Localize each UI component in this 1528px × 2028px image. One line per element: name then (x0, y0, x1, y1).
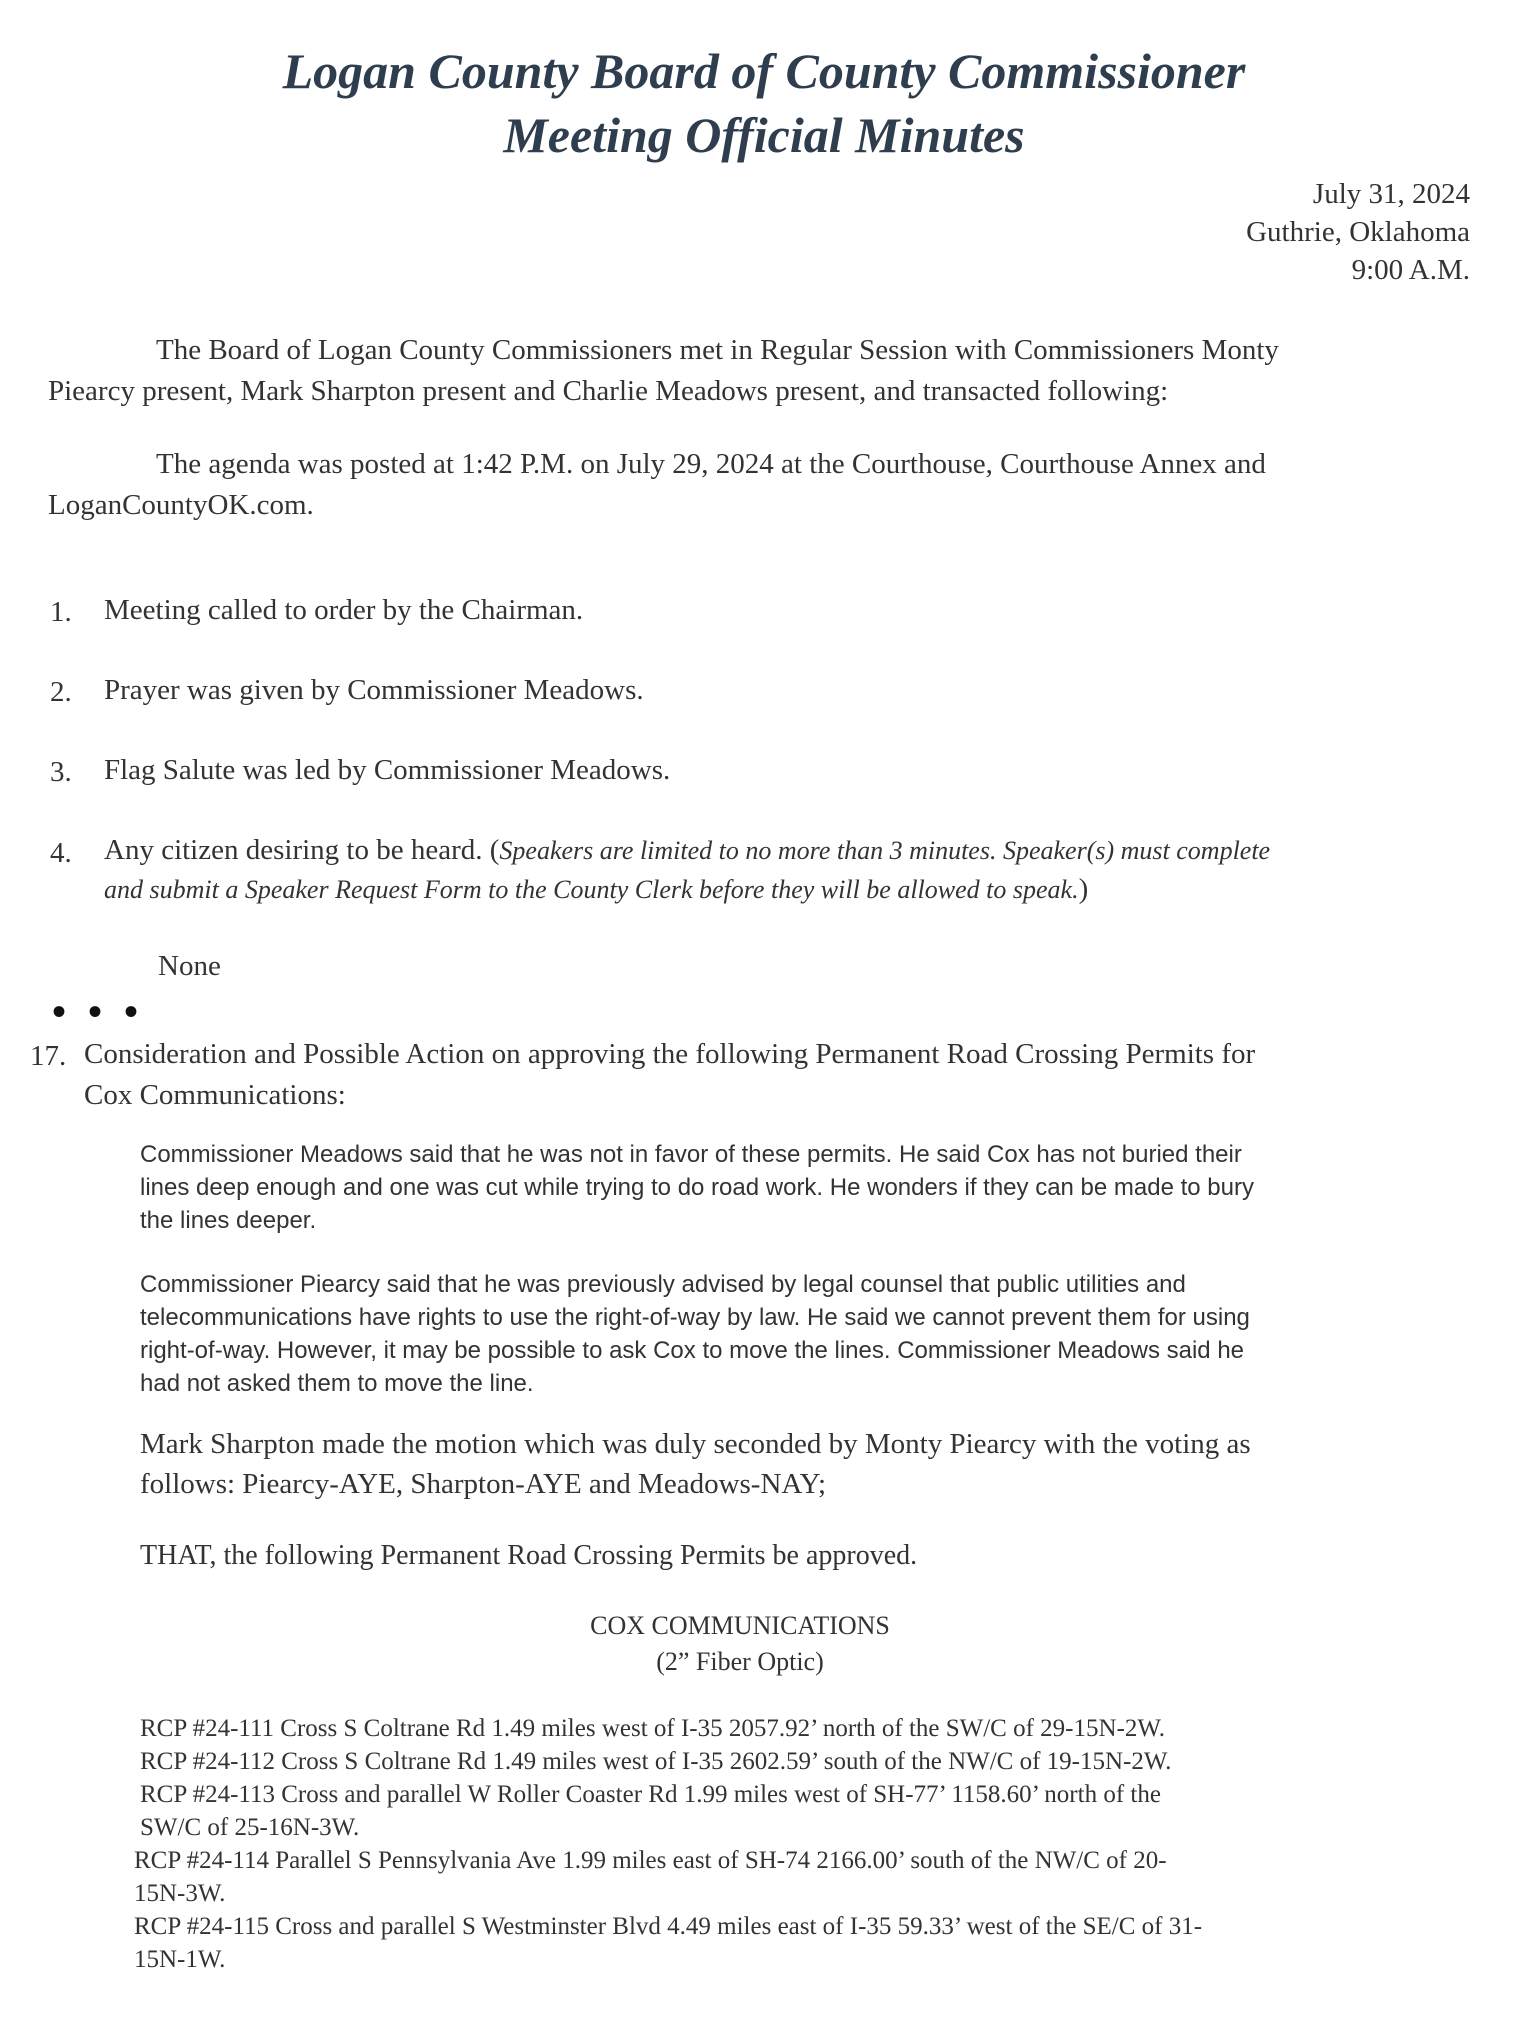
company-name: COX COMMUNICATIONS (590, 1611, 890, 1640)
agenda-line-1: The agenda was posted at 1:42 P.M. on July 29, 2024 at the Courthouse, Courthouse Annex and (156, 448, 1266, 480)
permit-line: RCP #24-111 Cross S Coltrane Rd 1.49 miles west of I-35 2057.92’ north of the SW/C of 29-15N-2W. (140, 1715, 1165, 1742)
piearcy-line-3: right-of-way. However, it may be possible to ask Cox to move the lines. Commissioner Meadows said he (140, 1337, 1245, 1364)
permit-line: RCP #24-113 Cross and parallel W Roller Coaster Rd 1.99 miles west of SH-77’ 1158.60’ north of the (140, 1781, 1161, 1808)
resolution-text: THAT, the following Permanent Road Crossing Permits be approved. (140, 1540, 918, 1571)
motion-line-2: follows: Piearcy-AYE, Sharpton-AYE and Meadows-NAY; (140, 1468, 827, 1500)
meadows-line-3: the lines deeper. (140, 1207, 317, 1234)
motion-paragraph (140, 1424, 1251, 1504)
meadows-line-2: lines deep enough and one was cut while trying to do road work. He wonders if they can be made to bury (140, 1174, 1254, 1201)
piearcy-line-4: had not asked them to move the line. (140, 1370, 534, 1397)
item-4-number: 4. (50, 837, 72, 869)
agenda-paragraph (48, 444, 1266, 526)
meeting-date: July 31, 2024 (1312, 178, 1470, 210)
item-2-number: 2. (50, 676, 72, 708)
permit-line: RCP #24-115 Cross and parallel S Westminster Blvd 4.49 miles east of I-35 59.33’ west of the SE/C of 31- (134, 1913, 1203, 1940)
item-2-text: Prayer was given by Commissioner Meadows. (104, 674, 644, 706)
meadows-discussion (140, 1138, 1254, 1237)
permit-line: 15N-3W. (134, 1880, 226, 1907)
item-1-text: Meeting called to order by the Chairman. (104, 594, 584, 626)
item-3-text: Flag Salute was led by Commissioner Meadows. (104, 754, 671, 786)
company-subtitle: (2” Fiber Optic) (656, 1647, 824, 1676)
piearcy-line-1: Commissioner Piearcy said that he was previously advised by legal counsel that public utilities and (140, 1271, 1186, 1298)
item-4-text (104, 831, 1494, 909)
item-4-note-line-1: Speakers are limited to no more than 3 minutes. Speaker(s) must complete (499, 836, 1271, 865)
meadows-line-1: Commissioner Meadows said that he was not in favor of these permits. He said Cox has not buried their (140, 1141, 1242, 1168)
permit-line: 15N-1W. (134, 1946, 226, 1973)
permit-line: RCP #24-112 Cross S Coltrane Rd 1.49 miles west of I-35 2602.59’ south of the NW/C of 19-15N-2W. (140, 1748, 1172, 1775)
document-title-line-2: Meeting Official Minutes (503, 107, 1025, 163)
item-4-lead: Any citizen desiring to be heard. ( (104, 834, 500, 866)
piearcy-discussion (140, 1268, 1250, 1400)
permit-list (134, 1712, 1500, 1976)
ellipsis-marker: • • • (52, 989, 145, 1034)
item-17-number: 17. (30, 1040, 67, 1072)
item-17-line-1: Consideration and Possible Action on approving the following Permanent Road Crossing Permits for (84, 1038, 1256, 1070)
session-line-1: The Board of Logan County Commissioners met in Regular Session with Commissioners Monty (156, 334, 1279, 366)
document-title-line-1: Logan County Board of County Commissioner (282, 43, 1246, 99)
item-4-note-line-2: and submit a Speaker Request Form to the County Clerk before they will be allowed to speak. (104, 875, 1079, 904)
permit-line: SW/C of 25-16N-3W. (140, 1814, 360, 1841)
item-3-number: 3. (50, 756, 72, 788)
item-4-response: None (158, 950, 221, 982)
item-17-heading (84, 1034, 1255, 1116)
meeting-location: Guthrie, Oklahoma (1246, 216, 1470, 248)
motion-line-1: Mark Sharpton made the motion which was duly seconded by Monty Piearcy with the voting as (140, 1428, 1251, 1460)
session-line-2: Piearcy present, Mark Sharpton present and Charlie Meadows present, and transacted following: (48, 375, 1169, 407)
item-1-number: 1. (50, 596, 72, 628)
session-paragraph (48, 330, 1279, 412)
item-17-line-2: Cox Communications: (84, 1079, 346, 1111)
permit-line: RCP #24-114 Parallel S Pennsylvania Ave 1.99 miles east of SH-74 2166.00’ south of the NW/C of 20- (134, 1847, 1167, 1874)
item-4-close: ) (1078, 873, 1089, 905)
agenda-line-2: LoganCountyOK.com. (48, 489, 314, 521)
piearcy-line-2: telecommunications have rights to use the right-of-way by law. He said we cannot prevent them for using (140, 1304, 1250, 1331)
meeting-time: 9:00 A.M. (1351, 254, 1470, 286)
